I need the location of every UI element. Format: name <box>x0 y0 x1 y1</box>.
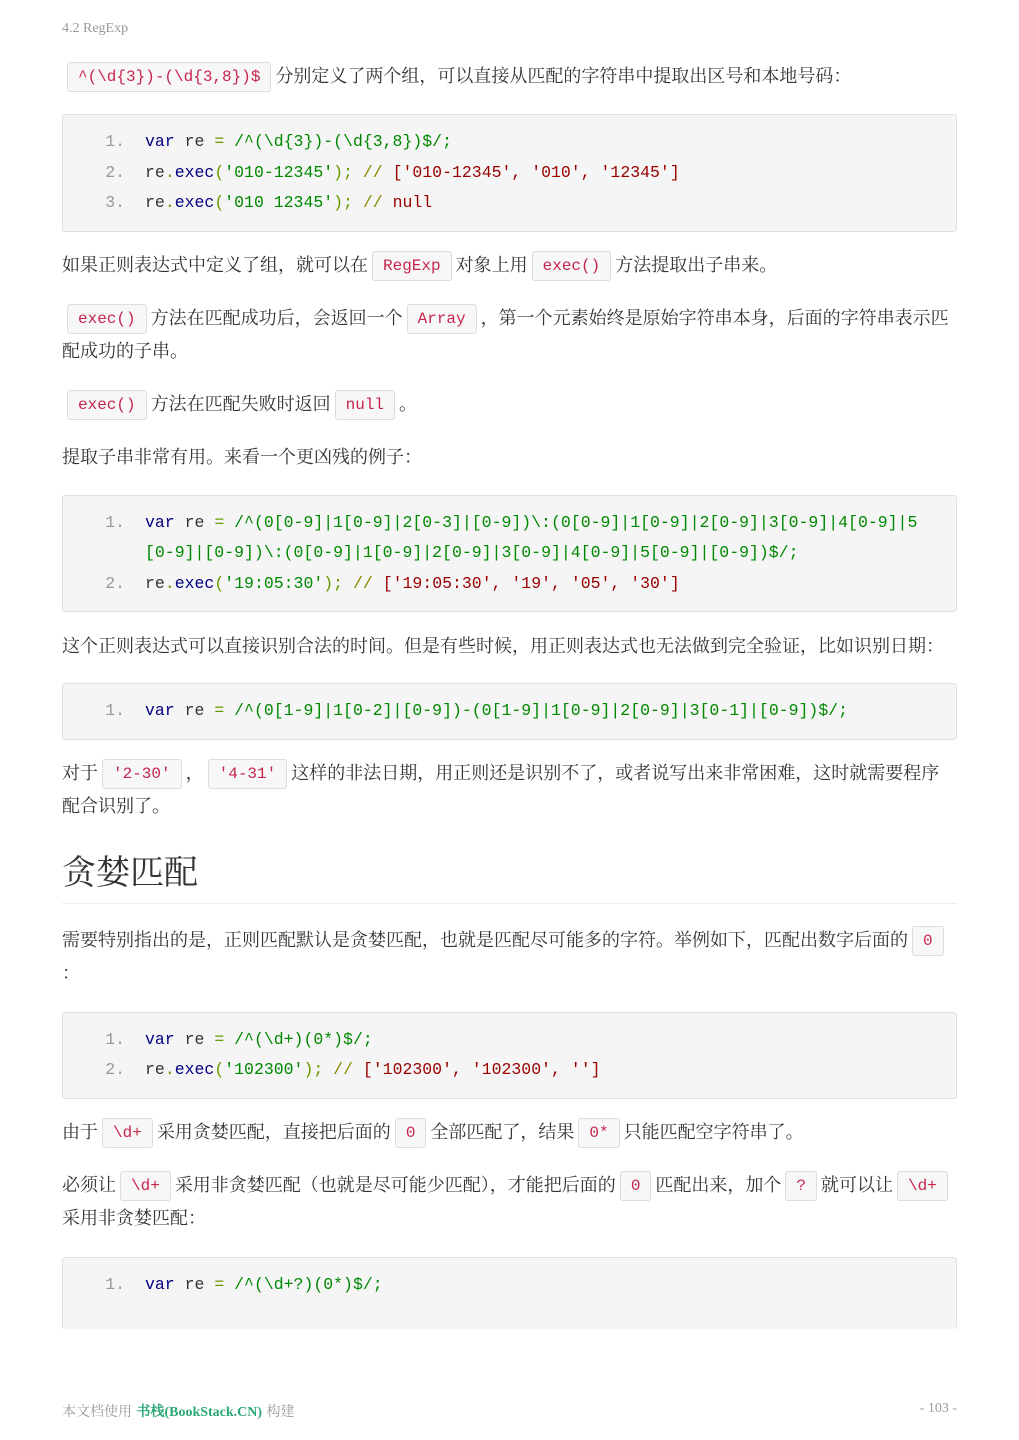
inline-code: exec() <box>67 390 147 420</box>
inline-code: \d+ <box>120 1171 171 1201</box>
inline-code: 0 <box>620 1171 652 1201</box>
page-number: - 103 - <box>919 1401 957 1416</box>
inline-code: '4-31' <box>208 759 288 789</box>
section-heading: 贪婪匹配 <box>62 851 957 904</box>
inline-code: 0* <box>578 1118 619 1148</box>
line-number: 2. <box>105 1060 125 1079</box>
brand-link[interactable]: 书栈(BookStack.CN) <box>136 1405 263 1420</box>
inline-code: Array <box>407 304 477 334</box>
line-number: 1. <box>105 1029 125 1049</box>
code-block <box>62 495 957 613</box>
inline-code: exec() <box>532 251 612 281</box>
code-block <box>62 683 957 740</box>
code-block <box>62 1012 957 1099</box>
code-block <box>62 114 957 232</box>
code-line: 1. var re = /^(\d+)(0*)$/; <box>83 1025 936 1056</box>
line-number: 2. <box>105 162 125 182</box>
paragraph: 如果正则表达式中定义了组，就可以在 RegExp 对象上用 exec() 方法提取出子串来。 <box>62 249 957 282</box>
code-line: 3. re.exec('010 12345'); // null <box>83 188 936 219</box>
paragraph: ^(\d{3})-(\d{3,8})$ 分别定义了两个组，可以直接从匹配的字符串中提取出区号和本地号码： <box>62 60 957 93</box>
code-block <box>62 1257 957 1329</box>
paragraph: 需要特别指出的是，正则匹配默认是贪婪匹配，也就是匹配尽可能多的字符。举例如下，匹配出数字后面的 0： <box>62 924 957 990</box>
running-header: 4.2 RegExp <box>62 21 129 36</box>
line-number: 1. <box>105 1274 125 1294</box>
code-line: 1. var re = /^(0[1-9]|1[0-2]|[0-9])-(0[1-9]|1[0-9]|2[0-9]|3[0-1]|[0-9])$/; <box>83 696 936 727</box>
inline-code: \d+ <box>102 1118 153 1148</box>
paragraph: 提取子串非常有用。来看一个更凶残的例子： <box>62 446 422 468</box>
code-line: 1. var re = /^(\d+?)(0*)$/; <box>83 1270 936 1301</box>
inline-code: 0 <box>395 1118 427 1148</box>
page-footer: 本文档使用 书栈(BookStack.CN) 构建 - 103 - <box>62 1401 957 1420</box>
paragraph: 对于 '2-30' ， '4-31' 这样的非法日期，用正则还是识别不了，或者说写出来非常困难，这时就需要程序配合识别了。 <box>62 757 957 823</box>
line-number: 1. <box>105 132 125 151</box>
code-line: 1. var re = /^(\d{3})-(\d{3,8})$/; <box>83 127 936 158</box>
inline-code: '2-30' <box>102 759 182 789</box>
inline-code: ? <box>785 1171 817 1201</box>
inline-code: \d+ <box>897 1171 948 1201</box>
paragraph: exec() 方法在匹配成功后，会返回一个 Array ，第一个元素始终是原始字符串本身，后面的字符串表示匹配成功的子串。 <box>62 302 957 368</box>
code-line: 2. re.exec('010-12345'); // ['010-12345', '010', '12345'] <box>83 158 936 189</box>
code-line: 1. var re = /^(0[0-9]|1[0-9]|2[0-3]|[0-9])\:(0[0-9]|1[0-9]|2[0-9]|3[0-9]|4[0-9]|5[0-9]|[0-9])\:(0[0-9]|1[0-9]|2[0-9]|3[0-9]|4[0-9]|5[0-9]|[0-9])$/; <box>83 508 936 569</box>
inline-code: null <box>335 390 395 420</box>
paragraph: 由于 \d+ 采用贪婪匹配，直接把后面的 0 全部匹配了，结果 0* 只能匹配空字符串了。 <box>62 1116 957 1149</box>
paragraph: 这个正则表达式可以直接识别合法的时间。但是有些时候，用正则表达式也无法做到完全验证，比如识别日期： <box>62 636 944 657</box>
inline-code: ^(\d{3})-(\d{3,8})$ <box>67 62 271 92</box>
inline-code: exec() <box>67 304 147 334</box>
line-number: 3. <box>105 193 125 212</box>
paragraph: 必须让 \d+ 采用非贪婪匹配（也就是尽可能少匹配），才能把后面的 0 匹配出来，加个 ? 就可以让 \d+采用非贪婪匹配： <box>62 1169 957 1235</box>
page-content <box>62 58 957 1329</box>
line-number: 1. <box>105 701 125 720</box>
inline-code: 0 <box>912 926 944 956</box>
code-line: 2. re.exec('102300'); // ['102300', '102300', ''] <box>83 1055 936 1086</box>
line-number: 2. <box>105 573 125 593</box>
line-number: 1. <box>105 512 125 532</box>
inline-code: RegExp <box>372 251 452 281</box>
code-line: 2. re.exec('19:05:30'); // ['19:05:30', '19', '05', '30'] <box>83 569 936 600</box>
paragraph: exec() 方法在匹配失败时返回 null 。 <box>62 388 957 421</box>
